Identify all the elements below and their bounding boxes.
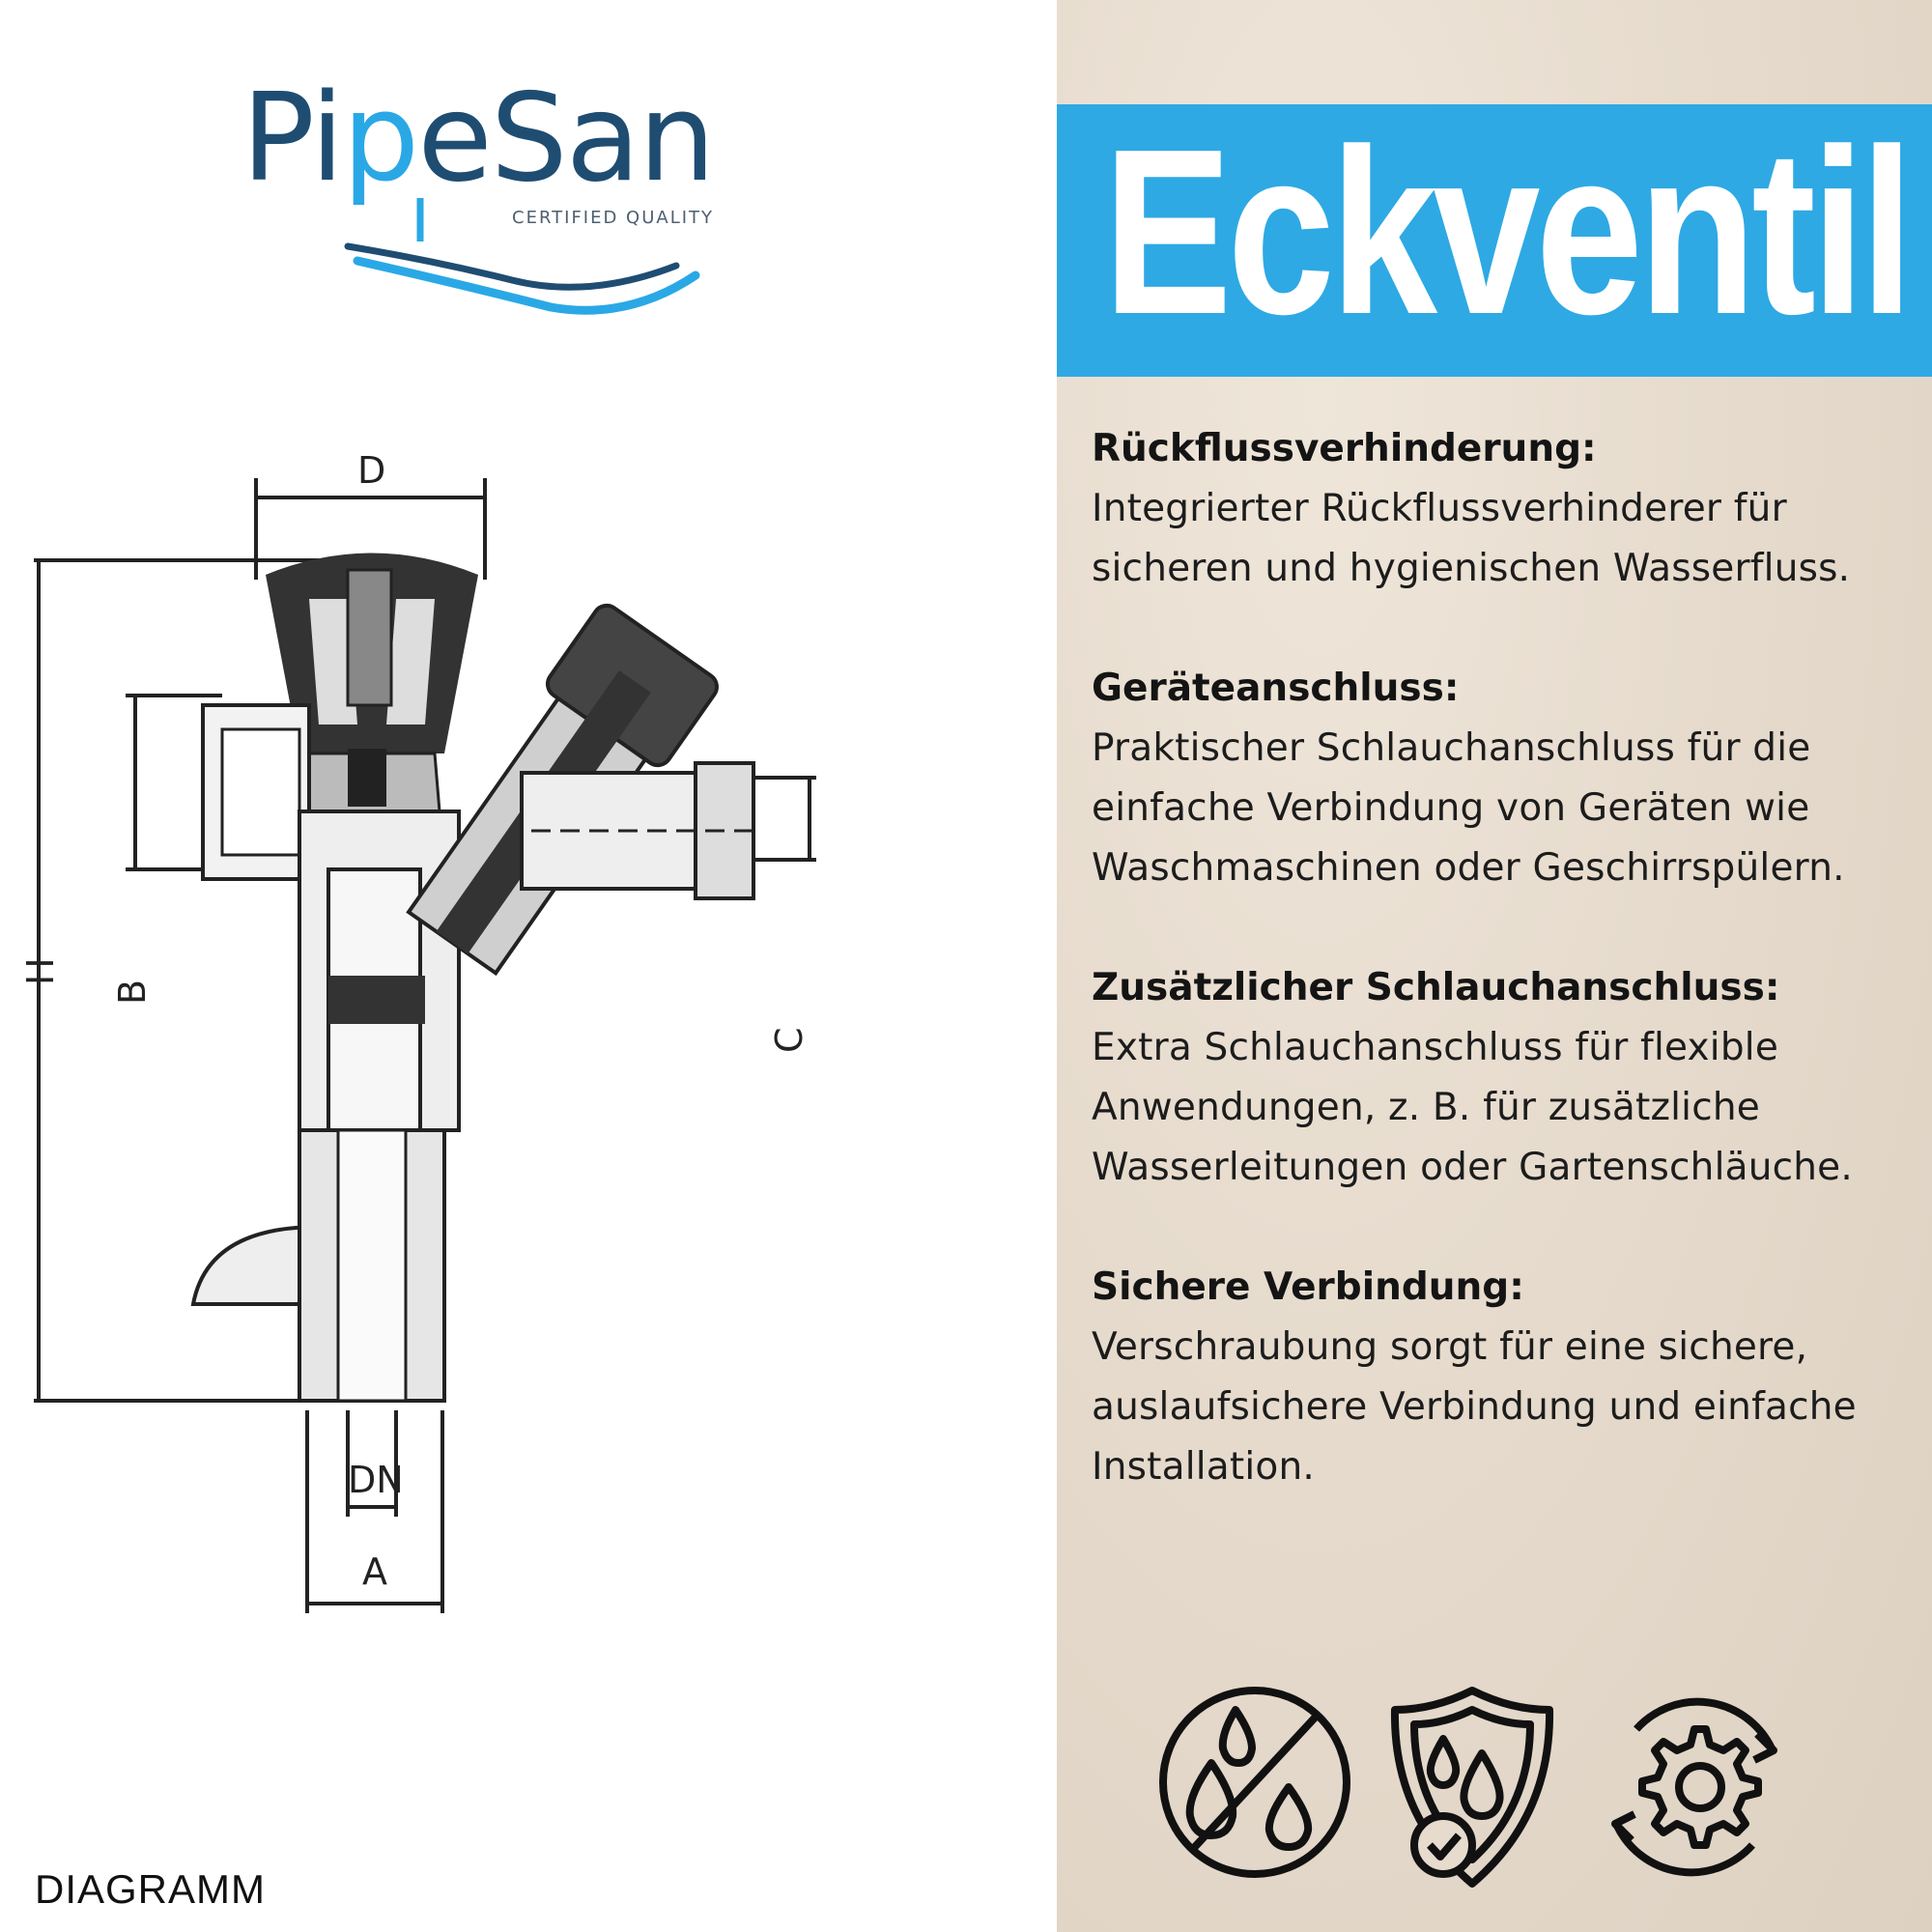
- svg-text:A: A: [362, 1550, 387, 1593]
- page-title: Eckventil: [1103, 99, 1910, 363]
- feature-text: Praktischer Schlauchanschluss für die einfache Verbindung von Geräten wie Waschmaschinen oder Geschirrspülern.: [1092, 726, 1845, 890]
- brand-tagline: CERTIFIED QUALITY: [512, 208, 715, 228]
- valve-body: [193, 554, 763, 1402]
- valve-diagram: [19, 449, 1053, 1642]
- feature-item: [1092, 419, 1922, 599]
- feature-heading: Rückflussverhinderung:: [1092, 427, 1597, 470]
- gear-cycle-icon: [1588, 1681, 1801, 1893]
- feature-item: [1092, 958, 1922, 1198]
- pipesan-logo: [242, 67, 782, 328]
- svg-text:D: D: [357, 449, 386, 492]
- feature-heading: Zusätzlicher Schlauchanschluss:: [1092, 966, 1780, 1009]
- feature-icons: [1153, 1681, 1926, 1903]
- feature-item: [1092, 659, 1922, 898]
- svg-text:B: B: [111, 979, 154, 1005]
- svg-text:H: H: [19, 957, 62, 985]
- feature-text: Integrierter Rückflussverhinderer für sicheren und hygienischen Wasserfluss.: [1092, 487, 1851, 590]
- feature-text: Verschraubung sorgt für eine sichere, auslaufsichere Verbindung und einfache Installation.: [1092, 1325, 1857, 1489]
- feature-heading: Sichere Verbindung:: [1092, 1265, 1524, 1309]
- right-panel: [1057, 0, 1932, 1932]
- feature-text: Extra Schlauchanschluss für flexible Anwendungen, z. B. für zusätzliche Wasserleitungen oder Gartenschläuche.: [1092, 1026, 1853, 1189]
- feature-heading: Geräteanschluss:: [1092, 667, 1460, 710]
- brand-wordmark: PipeSan: [242, 67, 714, 209]
- feature-list: [1092, 419, 1922, 1557]
- diagram-label: DIAGRAMM: [35, 1866, 266, 1912]
- svg-text:DN: DN: [348, 1459, 404, 1501]
- water-shield-check-icon: [1376, 1681, 1569, 1893]
- wave-icon: [242, 67, 782, 328]
- feature-item: [1092, 1258, 1922, 1497]
- svg-text:C: C: [768, 1027, 810, 1053]
- no-drip-icon: [1153, 1681, 1356, 1884]
